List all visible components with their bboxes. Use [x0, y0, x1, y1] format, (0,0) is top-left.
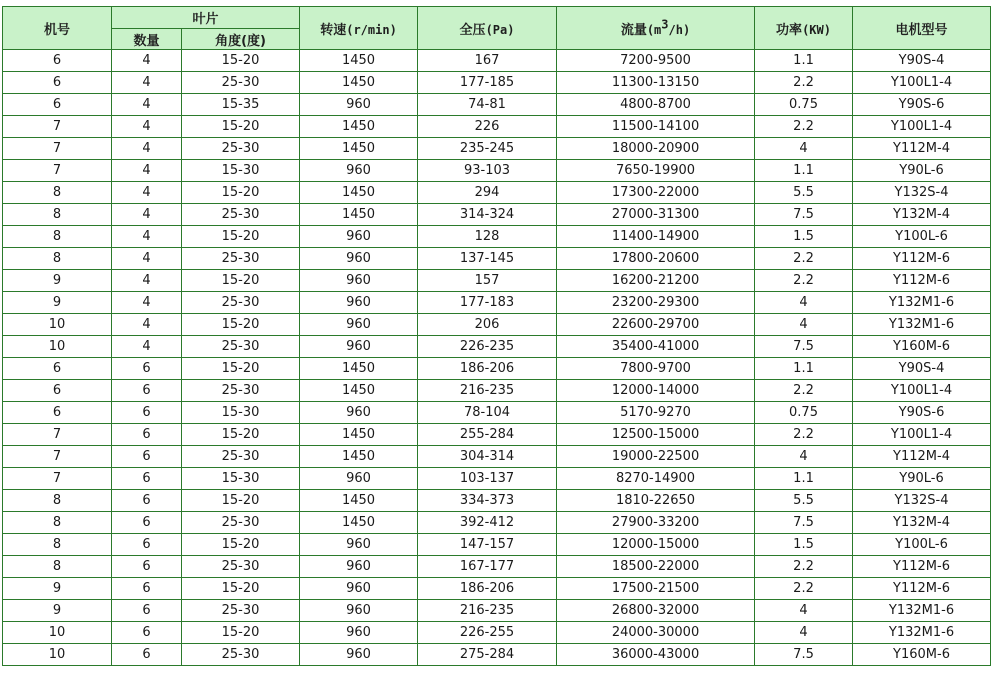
- machine-no-cell: 9: [3, 600, 112, 622]
- speed-cell: 960: [300, 600, 418, 622]
- blade-count-cell: 4: [112, 94, 182, 116]
- blade-angle-cell: 15-20: [182, 622, 300, 644]
- blade-angle-cell: 15-20: [182, 424, 300, 446]
- motor-model-cell: Y112M-4: [853, 138, 991, 160]
- blade-angle-cell: 25-30: [182, 446, 300, 468]
- blade-angle-cell: 15-20: [182, 226, 300, 248]
- table-row: [3, 534, 991, 556]
- blade-count-cell: 4: [112, 336, 182, 358]
- speed-cell: 1450: [300, 380, 418, 402]
- motor-model-cell: Y90S-4: [853, 358, 991, 380]
- power-cell: 7.5: [755, 336, 853, 358]
- table-row: [3, 50, 991, 72]
- machine-no-cell: 10: [3, 644, 112, 666]
- power-cell: 4: [755, 314, 853, 336]
- motor-model-cell: Y132M1-6: [853, 622, 991, 644]
- table-row: [3, 424, 991, 446]
- table-row: [3, 226, 991, 248]
- table-row: [3, 644, 991, 666]
- speed-cell: 960: [300, 160, 418, 182]
- flow-cell: 12000-15000: [557, 534, 755, 556]
- machine-no-cell: 8: [3, 490, 112, 512]
- pressure-cell: 186-206: [418, 358, 557, 380]
- machine-no-cell: 7: [3, 160, 112, 182]
- flow-cell: 11300-13150: [557, 72, 755, 94]
- pressure-cell: 334-373: [418, 490, 557, 512]
- motor-model-cell: Y132M1-6: [853, 314, 991, 336]
- blade-count-cell: 6: [112, 622, 182, 644]
- speed-cell: 960: [300, 556, 418, 578]
- flow-cell: 12500-15000: [557, 424, 755, 446]
- blade-angle-cell: 25-30: [182, 248, 300, 270]
- pressure-cell: 93-103: [418, 160, 557, 182]
- power-cell: 1.1: [755, 468, 853, 490]
- blade-angle-cell: 25-30: [182, 292, 300, 314]
- blade-angle-cell: 15-30: [182, 468, 300, 490]
- motor-model-cell: Y132M1-6: [853, 292, 991, 314]
- table-row: [3, 314, 991, 336]
- header-speed-label: 转速: [320, 22, 347, 38]
- blade-angle-cell: 25-30: [182, 556, 300, 578]
- table-row: [3, 358, 991, 380]
- power-cell: 2.2: [755, 380, 853, 402]
- table-row: [3, 490, 991, 512]
- pressure-cell: 167-177: [418, 556, 557, 578]
- pressure-cell: 226-235: [418, 336, 557, 358]
- power-cell: 7.5: [755, 512, 853, 534]
- machine-no-cell: 6: [3, 380, 112, 402]
- pressure-cell: 78-104: [418, 402, 557, 424]
- header-speed-unit: (r/min): [346, 22, 397, 37]
- header-motor: 电机型号: [853, 7, 991, 50]
- flow-cell: 8270-14900: [557, 468, 755, 490]
- pressure-cell: 137-145: [418, 248, 557, 270]
- pressure-cell: 255-284: [418, 424, 557, 446]
- blade-count-cell: 4: [112, 292, 182, 314]
- pressure-cell: 304-314: [418, 446, 557, 468]
- header-flow-unit-sup: 3: [661, 17, 669, 32]
- machine-no-cell: 6: [3, 94, 112, 116]
- motor-model-cell: Y100L-6: [853, 226, 991, 248]
- power-cell: 2.2: [755, 248, 853, 270]
- flow-cell: 16200-21200: [557, 270, 755, 292]
- speed-cell: 960: [300, 402, 418, 424]
- machine-no-cell: 6: [3, 402, 112, 424]
- machine-no-cell: 7: [3, 468, 112, 490]
- header-machine-no: 机号: [3, 7, 112, 50]
- flow-cell: 18500-22000: [557, 556, 755, 578]
- table-row: [3, 94, 991, 116]
- spec-table-container: [2, 6, 991, 666]
- pressure-cell: 167: [418, 50, 557, 72]
- speed-cell: 1450: [300, 490, 418, 512]
- flow-cell: 19000-22500: [557, 446, 755, 468]
- pressure-cell: 235-245: [418, 138, 557, 160]
- header-flow-unit-pre: (m: [646, 22, 662, 37]
- blade-angle-cell: 25-30: [182, 336, 300, 358]
- blade-count-cell: 4: [112, 314, 182, 336]
- flow-cell: 24000-30000: [557, 622, 755, 644]
- blade-count-cell: 4: [112, 72, 182, 94]
- blade-angle-cell: 15-20: [182, 490, 300, 512]
- blade-count-cell: 4: [112, 204, 182, 226]
- speed-cell: 1450: [300, 182, 418, 204]
- pressure-cell: 177-185: [418, 72, 557, 94]
- table-row: [3, 512, 991, 534]
- header-pressure-label: 全压: [459, 22, 486, 38]
- power-cell: 7.5: [755, 204, 853, 226]
- blade-count-cell: 4: [112, 248, 182, 270]
- power-cell: 1.1: [755, 50, 853, 72]
- machine-no-cell: 8: [3, 204, 112, 226]
- flow-cell: 27900-33200: [557, 512, 755, 534]
- flow-cell: 7650-19900: [557, 160, 755, 182]
- speed-cell: 960: [300, 226, 418, 248]
- motor-model-cell: Y112M-6: [853, 248, 991, 270]
- pressure-cell: 216-235: [418, 380, 557, 402]
- pressure-cell: 216-235: [418, 600, 557, 622]
- power-cell: 5.5: [755, 490, 853, 512]
- blade-count-cell: 4: [112, 226, 182, 248]
- blade-count-cell: 6: [112, 446, 182, 468]
- machine-no-cell: 6: [3, 72, 112, 94]
- flow-cell: 27000-31300: [557, 204, 755, 226]
- blade-count-cell: 6: [112, 512, 182, 534]
- machine-no-cell: 7: [3, 446, 112, 468]
- blade-count-cell: 6: [112, 424, 182, 446]
- header-power-unit: (KW): [802, 22, 831, 37]
- power-cell: 1.1: [755, 358, 853, 380]
- table-row: [3, 248, 991, 270]
- power-cell: 4: [755, 600, 853, 622]
- blade-count-cell: 4: [112, 182, 182, 204]
- blade-angle-cell: 15-20: [182, 578, 300, 600]
- machine-no-cell: 9: [3, 578, 112, 600]
- machine-no-cell: 8: [3, 226, 112, 248]
- flow-cell: 36000-43000: [557, 644, 755, 666]
- blade-count-cell: 6: [112, 644, 182, 666]
- blade-count-cell: 6: [112, 358, 182, 380]
- motor-model-cell: Y100L1-4: [853, 116, 991, 138]
- power-cell: 1.5: [755, 226, 853, 248]
- blade-count-cell: 4: [112, 50, 182, 72]
- speed-cell: 1450: [300, 512, 418, 534]
- table-row: [3, 402, 991, 424]
- table-row: [3, 182, 991, 204]
- table-row: [3, 622, 991, 644]
- pressure-cell: 392-412: [418, 512, 557, 534]
- motor-model-cell: Y100L1-4: [853, 424, 991, 446]
- table-row: [3, 160, 991, 182]
- header-flow-label: 流量: [620, 22, 647, 38]
- machine-no-cell: 8: [3, 248, 112, 270]
- table-body: [3, 50, 991, 666]
- flow-cell: 17300-22000: [557, 182, 755, 204]
- speed-cell: 1450: [300, 358, 418, 380]
- motor-model-cell: Y112M-4: [853, 446, 991, 468]
- blade-angle-cell: 15-35: [182, 94, 300, 116]
- motor-model-cell: Y112M-6: [853, 578, 991, 600]
- motor-model-cell: Y160M-6: [853, 336, 991, 358]
- fan-spec-table: [2, 6, 991, 666]
- blade-angle-cell: 15-20: [182, 534, 300, 556]
- flow-cell: 5170-9270: [557, 402, 755, 424]
- table-row: [3, 72, 991, 94]
- machine-no-cell: 10: [3, 622, 112, 644]
- table-row: [3, 556, 991, 578]
- pressure-cell: 157: [418, 270, 557, 292]
- header-flow-unit-post: /h): [668, 22, 691, 37]
- flow-cell: 1810-22650: [557, 490, 755, 512]
- table-row: [3, 336, 991, 358]
- power-cell: 1.5: [755, 534, 853, 556]
- flow-cell: 4800-8700: [557, 94, 755, 116]
- power-cell: 2.2: [755, 72, 853, 94]
- flow-cell: 7200-9500: [557, 50, 755, 72]
- power-cell: 0.75: [755, 402, 853, 424]
- table-row: [3, 138, 991, 160]
- pressure-cell: 314-324: [418, 204, 557, 226]
- power-cell: 2.2: [755, 556, 853, 578]
- pressure-cell: 226-255: [418, 622, 557, 644]
- pressure-cell: 275-284: [418, 644, 557, 666]
- machine-no-cell: 6: [3, 358, 112, 380]
- power-cell: 2.2: [755, 424, 853, 446]
- blade-angle-cell: 15-20: [182, 358, 300, 380]
- motor-model-cell: Y90L-6: [853, 468, 991, 490]
- header-blade-angle: 角度(度): [182, 29, 300, 50]
- header-power-label: 功率: [776, 22, 803, 38]
- motor-model-cell: Y112M-6: [853, 556, 991, 578]
- table-row: [3, 270, 991, 292]
- speed-cell: 960: [300, 314, 418, 336]
- header-flow: [557, 7, 755, 50]
- power-cell: 4: [755, 446, 853, 468]
- pressure-cell: 147-157: [418, 534, 557, 556]
- speed-cell: 1450: [300, 424, 418, 446]
- pressure-cell: 74-81: [418, 94, 557, 116]
- power-cell: 4: [755, 292, 853, 314]
- machine-no-cell: 8: [3, 556, 112, 578]
- pressure-cell: 226: [418, 116, 557, 138]
- power-cell: 7.5: [755, 644, 853, 666]
- flow-cell: 26800-32000: [557, 600, 755, 622]
- header-blades: 叶片: [112, 7, 300, 29]
- motor-model-cell: Y90L-6: [853, 160, 991, 182]
- header-speed: [300, 7, 418, 50]
- blade-count-cell: 4: [112, 138, 182, 160]
- machine-no-cell: 7: [3, 116, 112, 138]
- motor-model-cell: Y100L1-4: [853, 72, 991, 94]
- flow-cell: 18000-20900: [557, 138, 755, 160]
- speed-cell: 960: [300, 248, 418, 270]
- blade-angle-cell: 15-20: [182, 270, 300, 292]
- speed-cell: 960: [300, 292, 418, 314]
- machine-no-cell: 6: [3, 50, 112, 72]
- machine-no-cell: 8: [3, 512, 112, 534]
- header-power: [755, 7, 853, 50]
- machine-no-cell: 10: [3, 314, 112, 336]
- motor-model-cell: Y160M-6: [853, 644, 991, 666]
- pressure-cell: 177-183: [418, 292, 557, 314]
- machine-no-cell: 7: [3, 424, 112, 446]
- power-cell: 2.2: [755, 116, 853, 138]
- header-pressure: [418, 7, 557, 50]
- flow-cell: 17500-21500: [557, 578, 755, 600]
- speed-cell: 960: [300, 534, 418, 556]
- speed-cell: 1450: [300, 204, 418, 226]
- table-row: [3, 380, 991, 402]
- blade-angle-cell: 25-30: [182, 138, 300, 160]
- blade-angle-cell: 15-20: [182, 182, 300, 204]
- flow-cell: 7800-9700: [557, 358, 755, 380]
- speed-cell: 960: [300, 578, 418, 600]
- machine-no-cell: 9: [3, 292, 112, 314]
- blade-angle-cell: 25-30: [182, 600, 300, 622]
- motor-model-cell: Y132S-4: [853, 182, 991, 204]
- table-row: [3, 578, 991, 600]
- speed-cell: 1450: [300, 50, 418, 72]
- speed-cell: 960: [300, 644, 418, 666]
- table-row: [3, 600, 991, 622]
- motor-model-cell: Y132M1-6: [853, 600, 991, 622]
- blade-count-cell: 4: [112, 116, 182, 138]
- power-cell: 4: [755, 622, 853, 644]
- motor-model-cell: Y132M-4: [853, 204, 991, 226]
- speed-cell: 1450: [300, 72, 418, 94]
- pressure-cell: 294: [418, 182, 557, 204]
- table-row: [3, 292, 991, 314]
- header-pressure-unit: (Pa): [485, 22, 515, 37]
- blade-angle-cell: 25-30: [182, 512, 300, 534]
- header-blade-count: 数量: [112, 29, 182, 50]
- flow-cell: 12000-14000: [557, 380, 755, 402]
- blade-angle-cell: 15-20: [182, 314, 300, 336]
- motor-model-cell: Y100L-6: [853, 534, 991, 556]
- blade-count-cell: 6: [112, 578, 182, 600]
- table-row: [3, 204, 991, 226]
- blade-count-cell: 4: [112, 270, 182, 292]
- flow-cell: 35400-41000: [557, 336, 755, 358]
- flow-cell: 11400-14900: [557, 226, 755, 248]
- table-row: [3, 446, 991, 468]
- table-row: [3, 116, 991, 138]
- speed-cell: 960: [300, 468, 418, 490]
- power-cell: 2.2: [755, 270, 853, 292]
- machine-no-cell: 7: [3, 138, 112, 160]
- blade-count-cell: 6: [112, 490, 182, 512]
- blade-count-cell: 6: [112, 380, 182, 402]
- machine-no-cell: 10: [3, 336, 112, 358]
- pressure-cell: 186-206: [418, 578, 557, 600]
- blade-angle-cell: 25-30: [182, 380, 300, 402]
- blade-count-cell: 6: [112, 600, 182, 622]
- power-cell: 4: [755, 138, 853, 160]
- machine-no-cell: 8: [3, 182, 112, 204]
- blade-angle-cell: 15-20: [182, 116, 300, 138]
- motor-model-cell: Y90S-4: [853, 50, 991, 72]
- pressure-cell: 128: [418, 226, 557, 248]
- blade-count-cell: 6: [112, 402, 182, 424]
- motor-model-cell: Y132S-4: [853, 490, 991, 512]
- motor-model-cell: Y90S-6: [853, 402, 991, 424]
- pressure-cell: 103-137: [418, 468, 557, 490]
- blade-count-cell: 6: [112, 556, 182, 578]
- blade-count-cell: 6: [112, 534, 182, 556]
- flow-cell: 11500-14100: [557, 116, 755, 138]
- speed-cell: 960: [300, 336, 418, 358]
- power-cell: 1.1: [755, 160, 853, 182]
- blade-count-cell: 4: [112, 160, 182, 182]
- speed-cell: 960: [300, 270, 418, 292]
- motor-model-cell: Y112M-6: [853, 270, 991, 292]
- power-cell: 0.75: [755, 94, 853, 116]
- power-cell: 5.5: [755, 182, 853, 204]
- speed-cell: 960: [300, 94, 418, 116]
- blade-angle-cell: 15-30: [182, 160, 300, 182]
- blade-angle-cell: 15-20: [182, 50, 300, 72]
- blade-angle-cell: 25-30: [182, 204, 300, 226]
- speed-cell: 1450: [300, 116, 418, 138]
- blade-angle-cell: 25-30: [182, 644, 300, 666]
- flow-cell: 22600-29700: [557, 314, 755, 336]
- speed-cell: 1450: [300, 446, 418, 468]
- machine-no-cell: 9: [3, 270, 112, 292]
- motor-model-cell: Y100L1-4: [853, 380, 991, 402]
- table-header: [3, 7, 991, 50]
- table-row: [3, 468, 991, 490]
- flow-cell: 17800-20600: [557, 248, 755, 270]
- power-cell: 2.2: [755, 578, 853, 600]
- blade-angle-cell: 15-30: [182, 402, 300, 424]
- motor-model-cell: Y90S-6: [853, 94, 991, 116]
- blade-angle-cell: 25-30: [182, 72, 300, 94]
- speed-cell: 960: [300, 622, 418, 644]
- pressure-cell: 206: [418, 314, 557, 336]
- blade-count-cell: 6: [112, 468, 182, 490]
- machine-no-cell: 8: [3, 534, 112, 556]
- flow-cell: 23200-29300: [557, 292, 755, 314]
- speed-cell: 1450: [300, 138, 418, 160]
- motor-model-cell: Y132M-4: [853, 512, 991, 534]
